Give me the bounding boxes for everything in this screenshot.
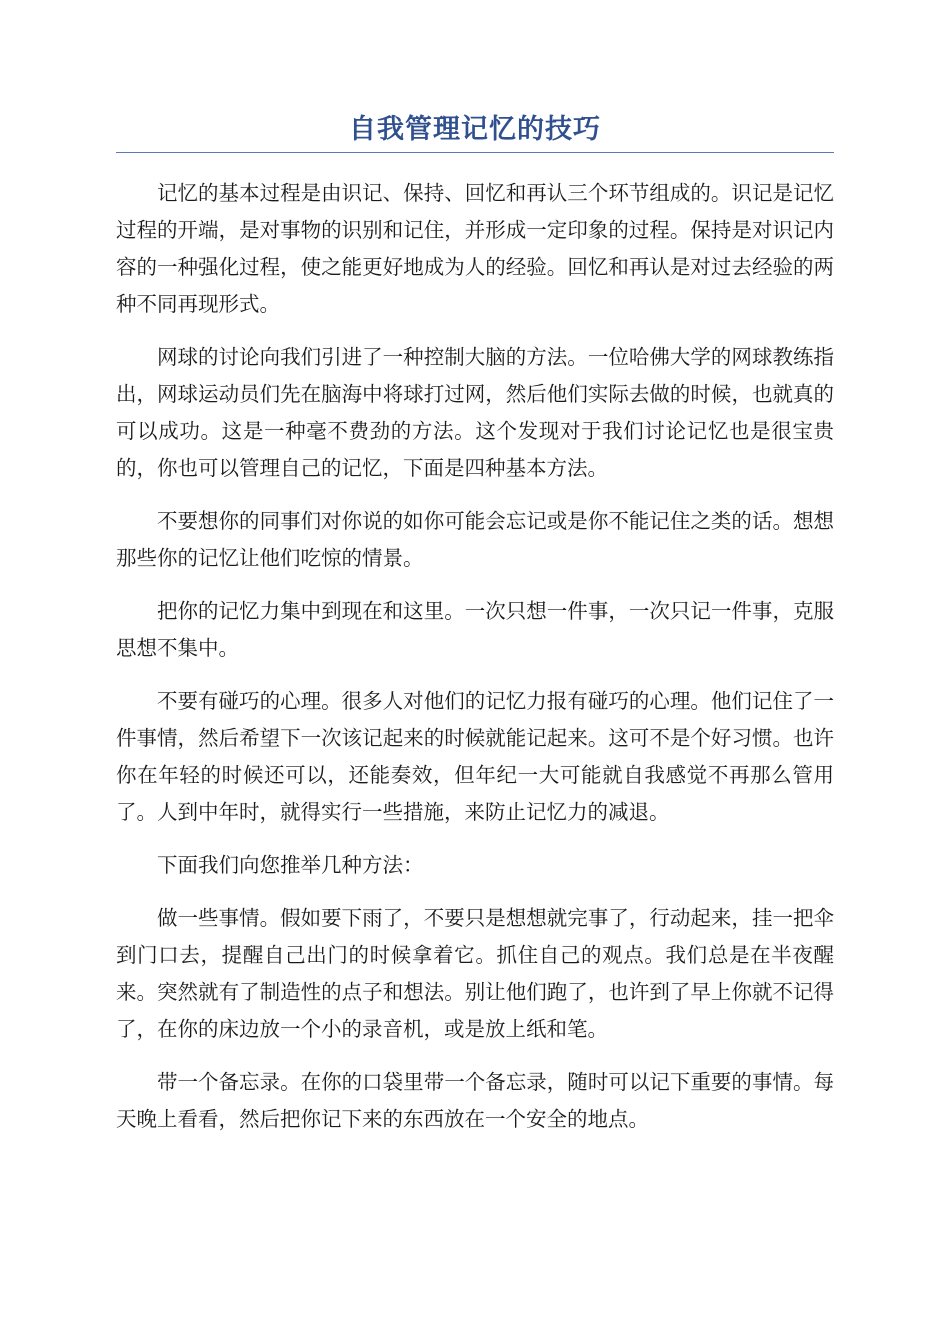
paragraph: 不要有碰巧的心理。很多人对他们的记忆力报有碰巧的心理。他们记住了一件事情，然后希望下一次该记起来的时候就能记起来。这可不是个好习惯。也许你在年轻的时候还可以，还能奏效，但年纪一大可能就自我感觉不再那么管用了。人到中年时，就得实行一些措施，来防止记忆力的减退。 [116, 689, 834, 824]
paragraph: 不要想你的同事们对你说的如你可能会忘记或是你不能记住之类的话。想想那些你的记忆让他们吃惊的情景。 [116, 509, 834, 570]
paragraph: 下面我们向您推举几种方法： [157, 853, 424, 877]
paragraph: 记忆的基本过程是由识记、保持、回忆和再认三个环节组成的。识记是记忆过程的开端，是对事物的识别和记住，并形成一定印象的过程。保持是对识记内容的一种强化过程，使之能更好地成为人的经验。回忆和再认是对过去经验的两种不同再现形式。 [116, 181, 834, 316]
document-body [116, 175, 834, 1138]
paragraph: 网球的讨论向我们引进了一种控制大脑的方法。一位哈佛大学的网球教练指出，网球运动员们先在脑海中将球打过网，然后他们实际去做的时候，也就真的可以成功。这是一种毫不费劲的方法。这个发现对于我们讨论记忆也是很宝贵的，你也可以管理自己的记忆，下面是四种基本方法。 [116, 345, 834, 480]
paragraph: 带一个备忘录。在你的口袋里带一个备忘录，随时可以记下重要的事情。每天晚上看看，然后把你记下来的东西放在一个安全的地点。 [116, 1070, 834, 1131]
paragraph: 做一些事情。假如要下雨了，不要只是想想就完事了，行动起来，挂一把伞到门口去，提醒自己出门的时候拿着它。抓住自己的观点。我们总是在半夜醒来。突然就有了制造性的点子和想法。别让他们跑了，也许到了早上你就不记得了，在你的床边放一个小的录音机，或是放上纸和笔。 [116, 906, 834, 1041]
document-title: 自我管理记忆的技巧 [116, 110, 834, 153]
paragraph: 把你的记忆力集中到现在和这里。一次只想一件事，一次只记一件事，克服思想不集中。 [116, 599, 834, 660]
document-page [116, 110, 834, 1154]
